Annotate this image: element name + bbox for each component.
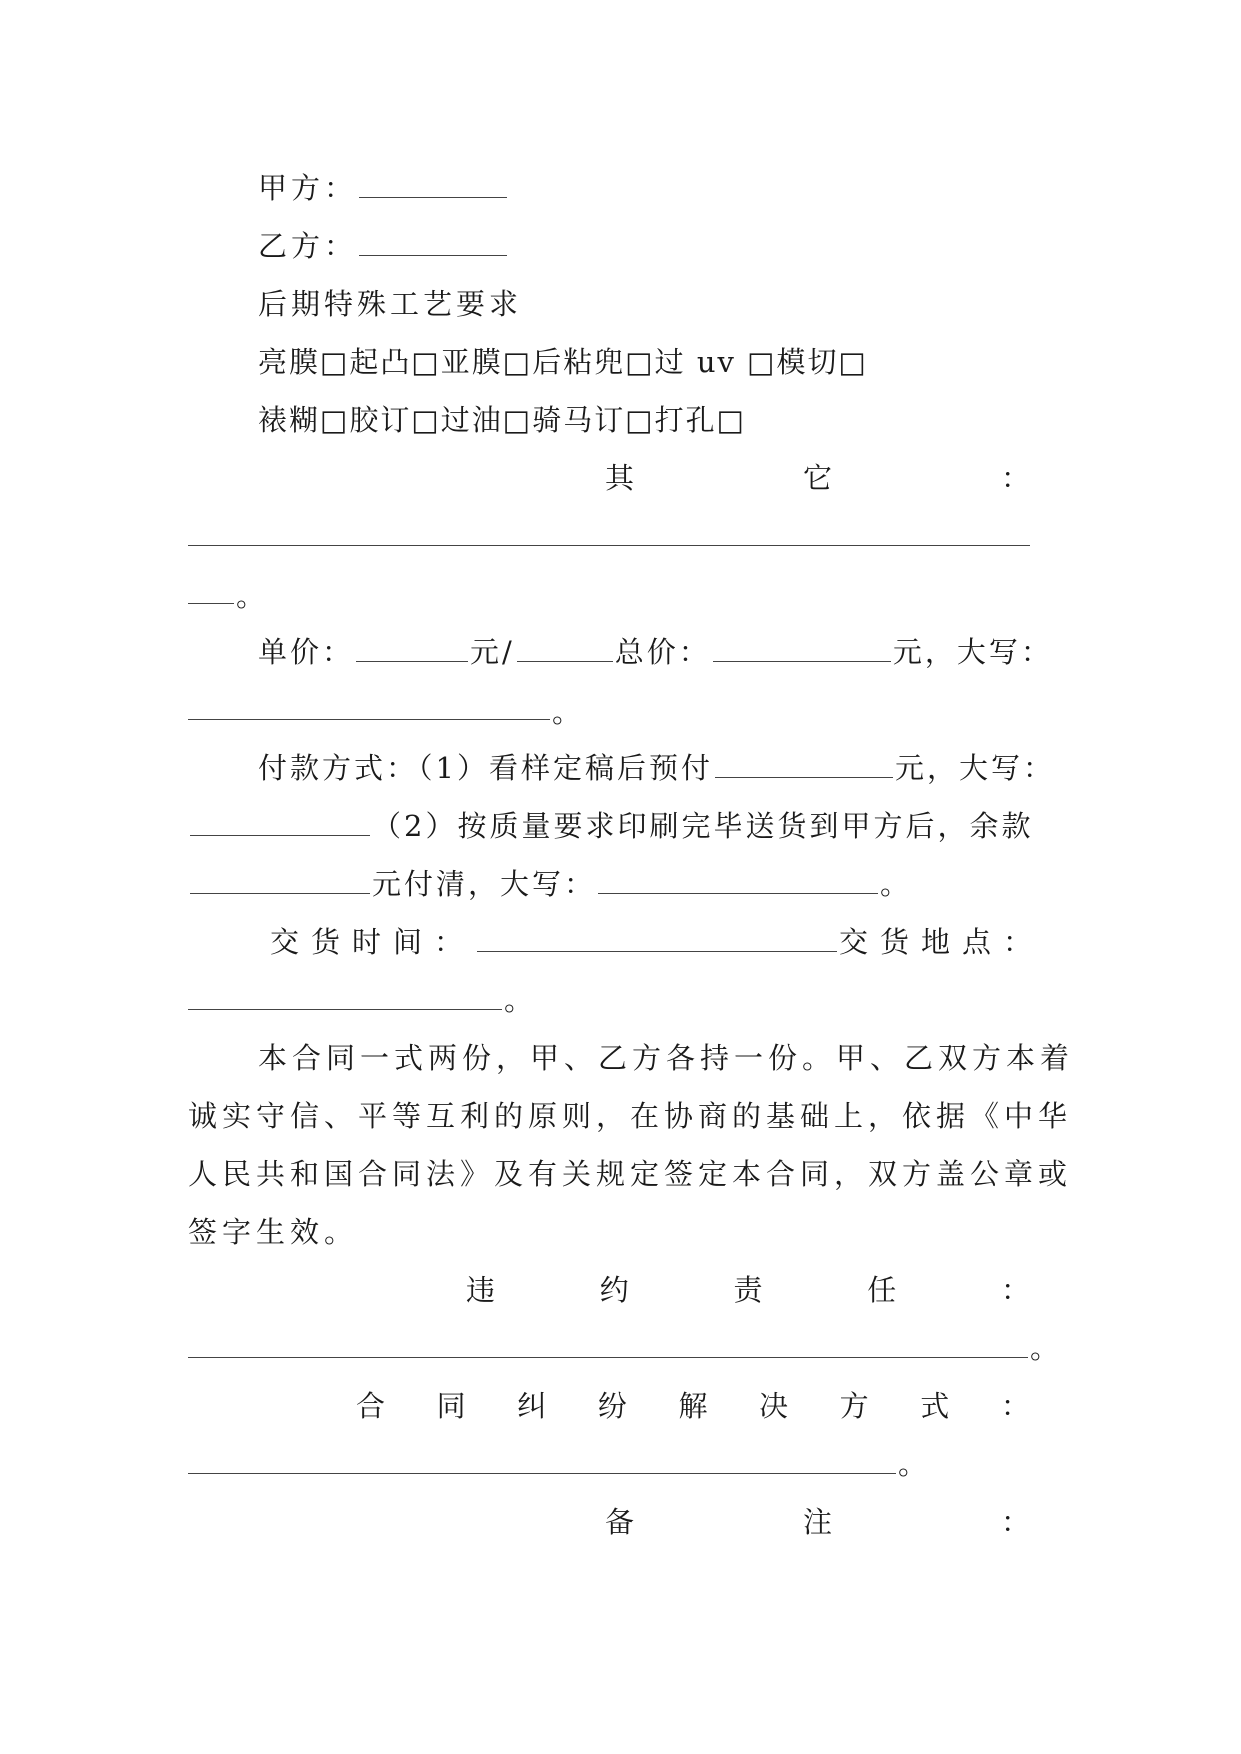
- payment-line-2: [188, 806, 1033, 846]
- breach-char: 违: [466, 1273, 496, 1307]
- other-char: 其: [605, 461, 635, 495]
- other-heading: [605, 458, 1030, 498]
- unit-blank[interactable]: [517, 635, 613, 662]
- delivery-line: [270, 922, 1044, 962]
- remark-char: ：: [1000, 1505, 1030, 1539]
- breach-char: 约: [599, 1273, 629, 1307]
- total-capital-blank[interactable]: [188, 718, 550, 720]
- dispute-char: 解: [678, 1389, 708, 1423]
- dispute-char: 决: [759, 1389, 789, 1423]
- delivery-period: 。: [504, 983, 534, 1017]
- dispute-char: 方: [839, 1389, 869, 1423]
- price-line: [258, 632, 1053, 672]
- dispute-char: ：: [1000, 1389, 1030, 1423]
- other-blank-line-2[interactable]: [188, 602, 234, 604]
- balance-blank[interactable]: [190, 867, 370, 894]
- payment-line-2-text: （2）按质量要求印刷完毕送货到甲方后，余款: [372, 809, 1034, 843]
- payment-line-3-text: 元付清，大写：: [372, 867, 597, 901]
- prepay-capital-blank[interactable]: [190, 809, 370, 836]
- dispute-char: 纷: [597, 1389, 627, 1423]
- delivery-place-label: 交货地点：: [839, 925, 1045, 959]
- dispute-char: 同: [436, 1389, 466, 1423]
- breach-heading: [466, 1270, 1030, 1310]
- payment-line-3: [188, 864, 912, 904]
- dispute-period: 。: [898, 1447, 928, 1481]
- dispute-char: 式: [920, 1389, 950, 1423]
- delivery-time-blank[interactable]: [477, 925, 837, 952]
- total-price-label: 总价：: [614, 635, 711, 669]
- prepay-blank[interactable]: [715, 751, 893, 778]
- party-b-line: [258, 226, 509, 266]
- delivery-place-blank[interactable]: [188, 1008, 502, 1010]
- craft-title: 后期特殊工艺要求: [258, 287, 523, 321]
- other-blank-line-1[interactable]: [188, 544, 1030, 546]
- remark-char: 注: [802, 1505, 832, 1539]
- party-b-blank[interactable]: [359, 229, 507, 256]
- balance-capital-blank[interactable]: [598, 867, 878, 894]
- breach-char: 责: [733, 1273, 763, 1307]
- craft-options-line-2: 裱糊□胶订□过油□骑马订□打孔□: [258, 403, 747, 437]
- clause-line-1: 本合同一式两份，甲、乙方各持一份。甲、乙双方本着: [258, 1041, 1075, 1075]
- party-b-label: 乙方：: [258, 229, 358, 263]
- payment-line-1: [258, 748, 1055, 788]
- payment-prefix: 付款方式：（1）看样定稿后预付: [258, 751, 713, 785]
- breach-char: ：: [1000, 1273, 1030, 1307]
- remark-char: 备: [605, 1505, 635, 1539]
- other-period: 。: [236, 579, 266, 613]
- price-period: 。: [552, 695, 582, 729]
- dispute-blank[interactable]: [188, 1472, 896, 1474]
- breach-char: 任: [867, 1273, 897, 1307]
- party-a-label: 甲方：: [258, 171, 358, 205]
- unit-yuan-label: 元/: [470, 635, 515, 669]
- dispute-heading: [356, 1386, 1030, 1426]
- craft-options-line-1: 亮膜□起凸□亚膜□后粘兜□过 uv □模切□: [258, 345, 868, 379]
- delivery-time-label: 交货时间：: [270, 925, 476, 959]
- clause-line-3: 人民共和国合同法》及有关规定签定本合同，双方盖公章或: [188, 1157, 1073, 1191]
- breach-blank[interactable]: [188, 1356, 1028, 1358]
- total-yuan-label: 元，大写：: [892, 635, 1053, 669]
- breach-period: 。: [1030, 1331, 1060, 1365]
- clause-line-4: 签字生效。: [188, 1215, 359, 1249]
- unit-price-blank[interactable]: [356, 635, 468, 662]
- party-a-line: [258, 168, 509, 208]
- other-char: ：: [1000, 461, 1030, 495]
- party-a-blank[interactable]: [359, 171, 507, 198]
- unit-price-label: 单价：: [258, 635, 355, 669]
- remark-heading: [605, 1502, 1030, 1542]
- other-char: 它: [802, 461, 832, 495]
- payment-suffix: 元，大写：: [894, 751, 1055, 785]
- total-price-blank[interactable]: [713, 635, 891, 662]
- dispute-char: 纠: [517, 1389, 547, 1423]
- dispute-char: 合: [356, 1389, 386, 1423]
- clause-line-2: 诚实守信、平等互利的原则，在协商的基础上，依据《中华: [188, 1099, 1073, 1133]
- payment-period: 。: [880, 867, 913, 901]
